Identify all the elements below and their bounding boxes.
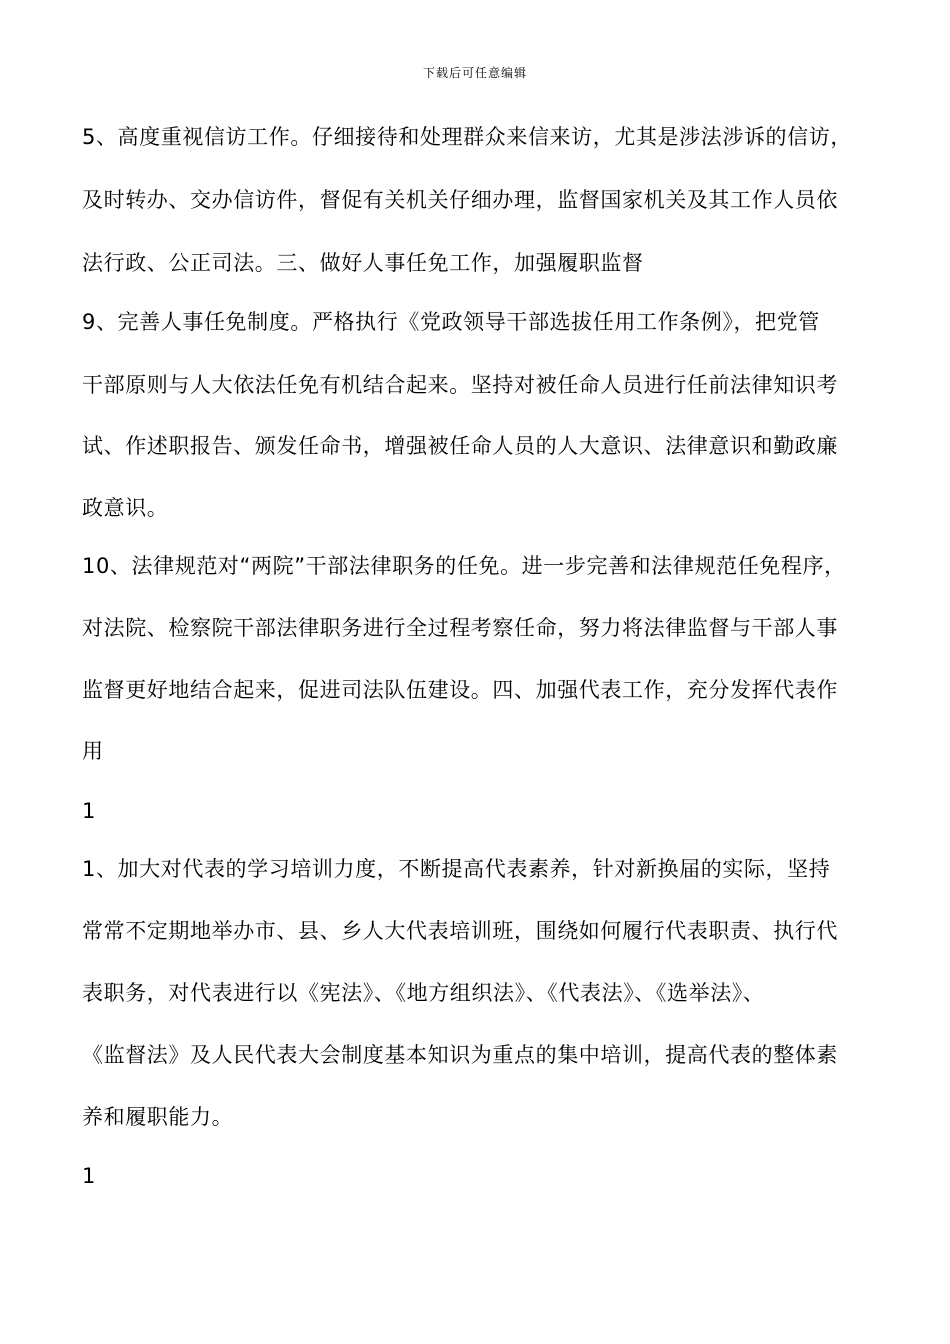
page-number: 1 <box>82 1164 96 1188</box>
text-line: 对法院、检察院干部法律职务进行全过程考察任命，努力将法律监督与干部人事 <box>82 616 838 640</box>
text-line: 试、作述职报告、颁发任命书，增强被任命人员的人大意识、法律意识和勤政廉 <box>82 434 838 458</box>
page-number: 1 <box>82 799 96 823</box>
text-line: 法行政、公正司法。三、做好人事任免工作，加强履职监督 <box>82 251 644 275</box>
text-line: 养和履职能力。 <box>82 1105 234 1129</box>
text-line: 干部原则与人大依法任免有机结合起来。坚持对被任命人员进行任前法律知识考 <box>82 373 838 397</box>
text-line: 用 <box>82 739 104 763</box>
text-line: 及时转办、交办信访件，督促有关机关仔细办理，监督国家机关及其工作人员依 <box>82 188 838 212</box>
text-line: 表职务，对代表进行以《宪法》、《地方组织法》、《代表法》、《选举法》、 <box>82 981 765 1005</box>
text-line: 9、完善人事任免制度。严格执行《党政领导干部选拔任用工作条例》，把党管 <box>82 310 820 334</box>
text-line: 政意识。 <box>82 496 169 520</box>
text-line: 常常不定期地举办市、县、乡人大代表培训班，围绕如何履行代表职责、执行代 <box>82 919 838 943</box>
text-line: 1、加大对代表的学习培训力度，不断提高代表素养，针对新换届的实际，坚持 <box>82 857 831 881</box>
text-line: 《监督法》及人民代表大会制度基本知识为重点的集中培训，提高代表的整体素 <box>82 1043 838 1067</box>
page-header: 下载后可任意编辑 <box>422 66 527 80</box>
text-line: 5、高度重视信访工作。仔细接待和处理群众来信来访，尤其是涉法涉诉的信访， <box>82 125 852 149</box>
text-line: 10、法律规范对“两院”干部法律职务的任免。进一步完善和法律规范任免程序， <box>82 554 846 578</box>
text-line: 监督更好地结合起来，促进司法队伍建设。四、加强代表工作，充分发挥代表作 <box>82 678 838 702</box>
